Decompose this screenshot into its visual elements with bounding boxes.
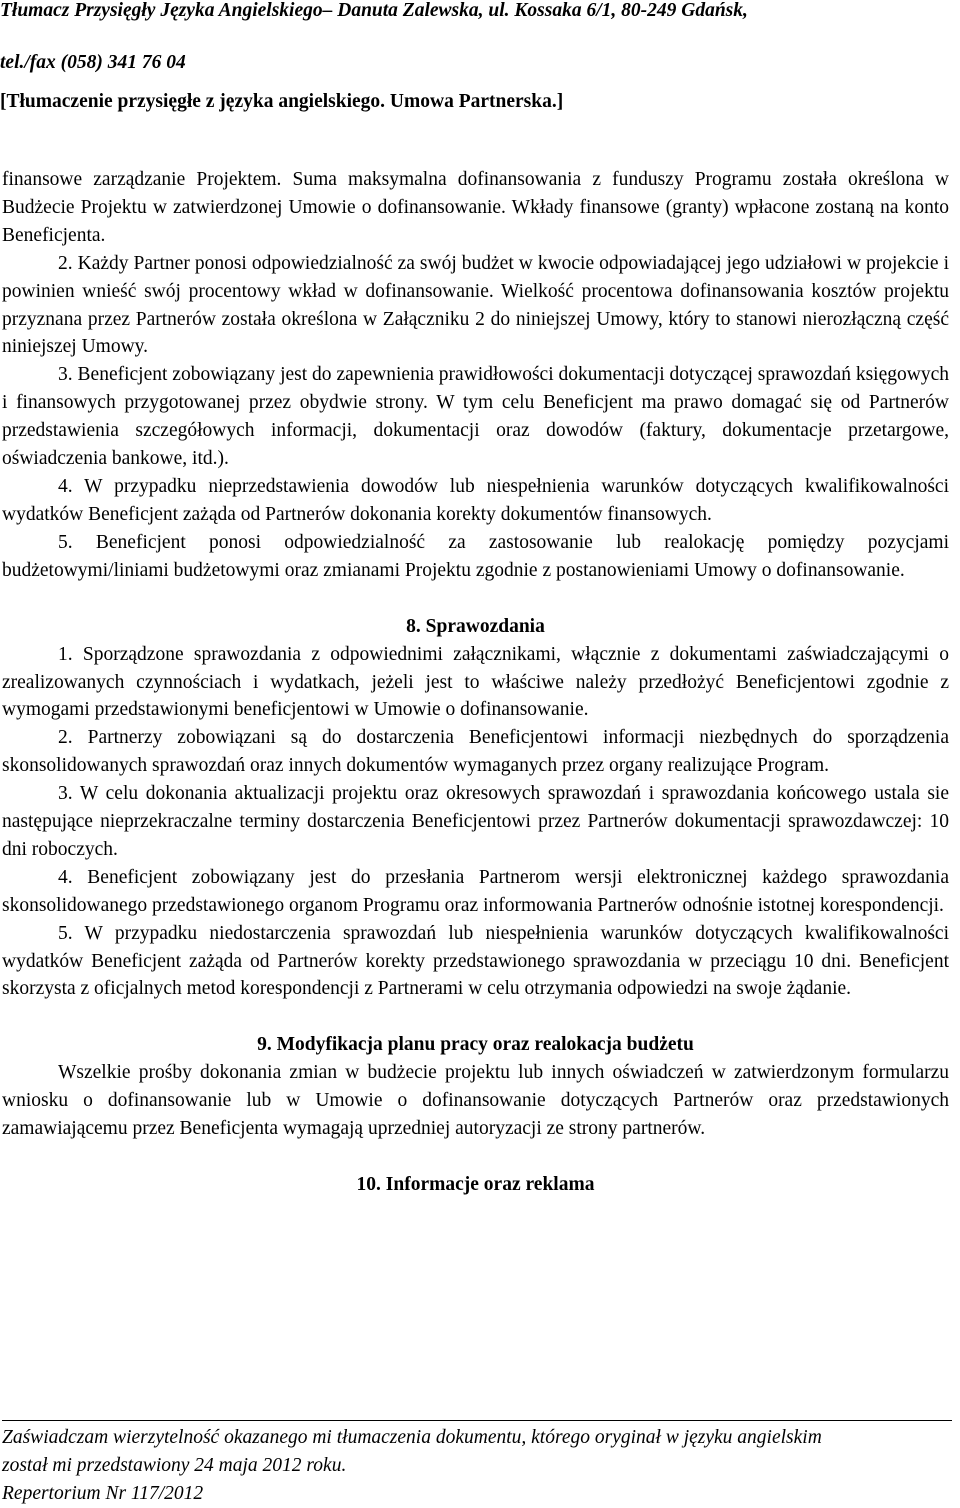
translator-header: Tłumacz Przysięgły Języka Angielskiego– Danuta Zalewska, ul. Kossaka 6/1, 80-249 Gdańsk,	[0, 0, 748, 21]
section7-item-2: 2. Każdy Partner ponosi odpowiedzialność za swój budżet w kwocie odpowiadającej jego udziałowi w projekcie i powinien wnieść swój procentowy wkład w dofinansowanie. Wielkość procentowa dofinansowania kosztów projektu przyznana przez Partnerów została określona w Załączniku 2 do niniejszej Umowy, który to stanowi nierozłączną część niniejszej Umowy.	[2, 252, 949, 358]
section9-paragraph: Wszelkie prośby dokonania zmian w budżecie projektu lub innych oświadczeń w zatwierdzonym formularzu wniosku o dofinansowanie lub w Umowie o dofinansowanie dotyczących Partnerów oraz przedstawionych zamawiającemu przez Beneficjenta wymagają uprzedniej autoryzacji ze strony partnerów.	[2, 1062, 949, 1140]
section7-item-4: 4. W przypadku nieprzedstawienia dowodów lub niespełnienia warunków dotyczących kwalifikowalności wydatków Beneficjent zażąda od Partnerów dokonania korekty dokumentów finansowych.	[2, 475, 949, 525]
section8-item-5: 5. W przypadku niedostarczenia sprawozdań lub niespełnienia warunków dotyczących kwalifikowalności wydatków Beneficjent zażąda od Partnerów korekty przedstawionego sprawozdania w przeciągu 10 dni. Beneficjent skorzysta z oficjalnych metod korespondencji z Partnerami w celu otrzymania odpowiedzi na swoje żądanie.	[2, 922, 949, 1000]
certification-line-1: Zaświadczam wierzytelność okazanego mi tłumaczenia dokumentu, którego oryginał w języku angielskim	[2, 1427, 822, 1448]
certification-line-2: został mi przedstawiony 24 maja 2012 roku.	[2, 1455, 347, 1476]
translator-phone: tel./fax (058) 341 76 04	[0, 52, 186, 73]
section7-item-3: 3. Beneficjent zobowiązany jest do zapewnienia prawidłowości dokumentacji dotyczącej sprawozdań księgowych i finansowych przygotowanej przez obydwie strony. W tym celu Beneficjent ma prawo domagać się od Partnerów przedstawienia szczegółowych informacji, dokumentacji oraz dowodów (faktury, dokumentacje przetargowe, oświadczenia bankowe, itd.).	[2, 364, 949, 470]
section8-item-1: 1. Sporządzone sprawozdania z odpowiednimi załącznikami, włącznie z dokumentami zaświadczającymi o zrealizowanych czynnościach i wydatkach, jeżeli jest to właściwe należy przedłożyć Beneficjentowi zgodnie z wymogami przedstawionymi beneficjentowi w Umowie o dofinansowanie.	[2, 643, 949, 721]
repertorium-number: Repertorium Nr 117/2012	[2, 1483, 204, 1504]
section8-item-2: 2. Partnerzy zobowiązani są do dostarczenia Beneficjentowi informacji niezbędnych do sporządzenia skonsolidowanych sprawozdań oraz innych dokumentów wymaganych przez organy realizujące Program.	[2, 727, 949, 777]
intro-paragraph: finansowe zarządzanie Projektem. Suma maksymalna dofinansowania z funduszy Programu została określona w Budżecie Projektu w zatwierdzonej Umowie o dofinansowanie. Wkłady finansowe (granty) wpłacone zostaną na konto Beneficjenta.	[2, 169, 949, 246]
section8-item-4: 4. Beneficjent zobowiązany jest do przesłania Partnerom wersji elektronicznej każdego sprawozdania skonsolidowanego przedstawionego organom Programu oraz informowania Partnerów odnośnie istotnej korespondencji.	[2, 866, 949, 916]
certification-footer	[2, 1420, 952, 1508]
section9-title: 9. Modyfikacja planu pracy oraz realokacja budżetu	[257, 1034, 694, 1056]
section7-item-5: 5. Beneficjent ponosi odpowiedzialność za zastosowanie lub realokację pomiędzy pozycjami budżetowymi/liniami budżetowymi oraz zmianami Projektu zgodnie z postanowieniami Umowy o dofinansowanie.	[2, 531, 949, 581]
section10-title: 10. Informacje oraz reklama	[356, 1174, 595, 1196]
footer-divider	[2, 1420, 952, 1421]
document-body	[2, 166, 949, 1199]
section8-title: 8. Sprawozdania	[406, 615, 545, 637]
section8-item-3: 3. W celu dokonania aktualizacji projektu oraz okresowych sprawozdań i sprawozdania końcowego ustala sie następujące nieprzekraczalne terminy dostarczenia Beneficjentowi przez Partnerów dokumentacji sprawozdawczej: 10 dni roboczych.	[2, 783, 949, 860]
document-subtitle: [Tłumaczenie przysięgłe z języka angielskiego. Umowa Partnerska.]	[0, 91, 564, 112]
